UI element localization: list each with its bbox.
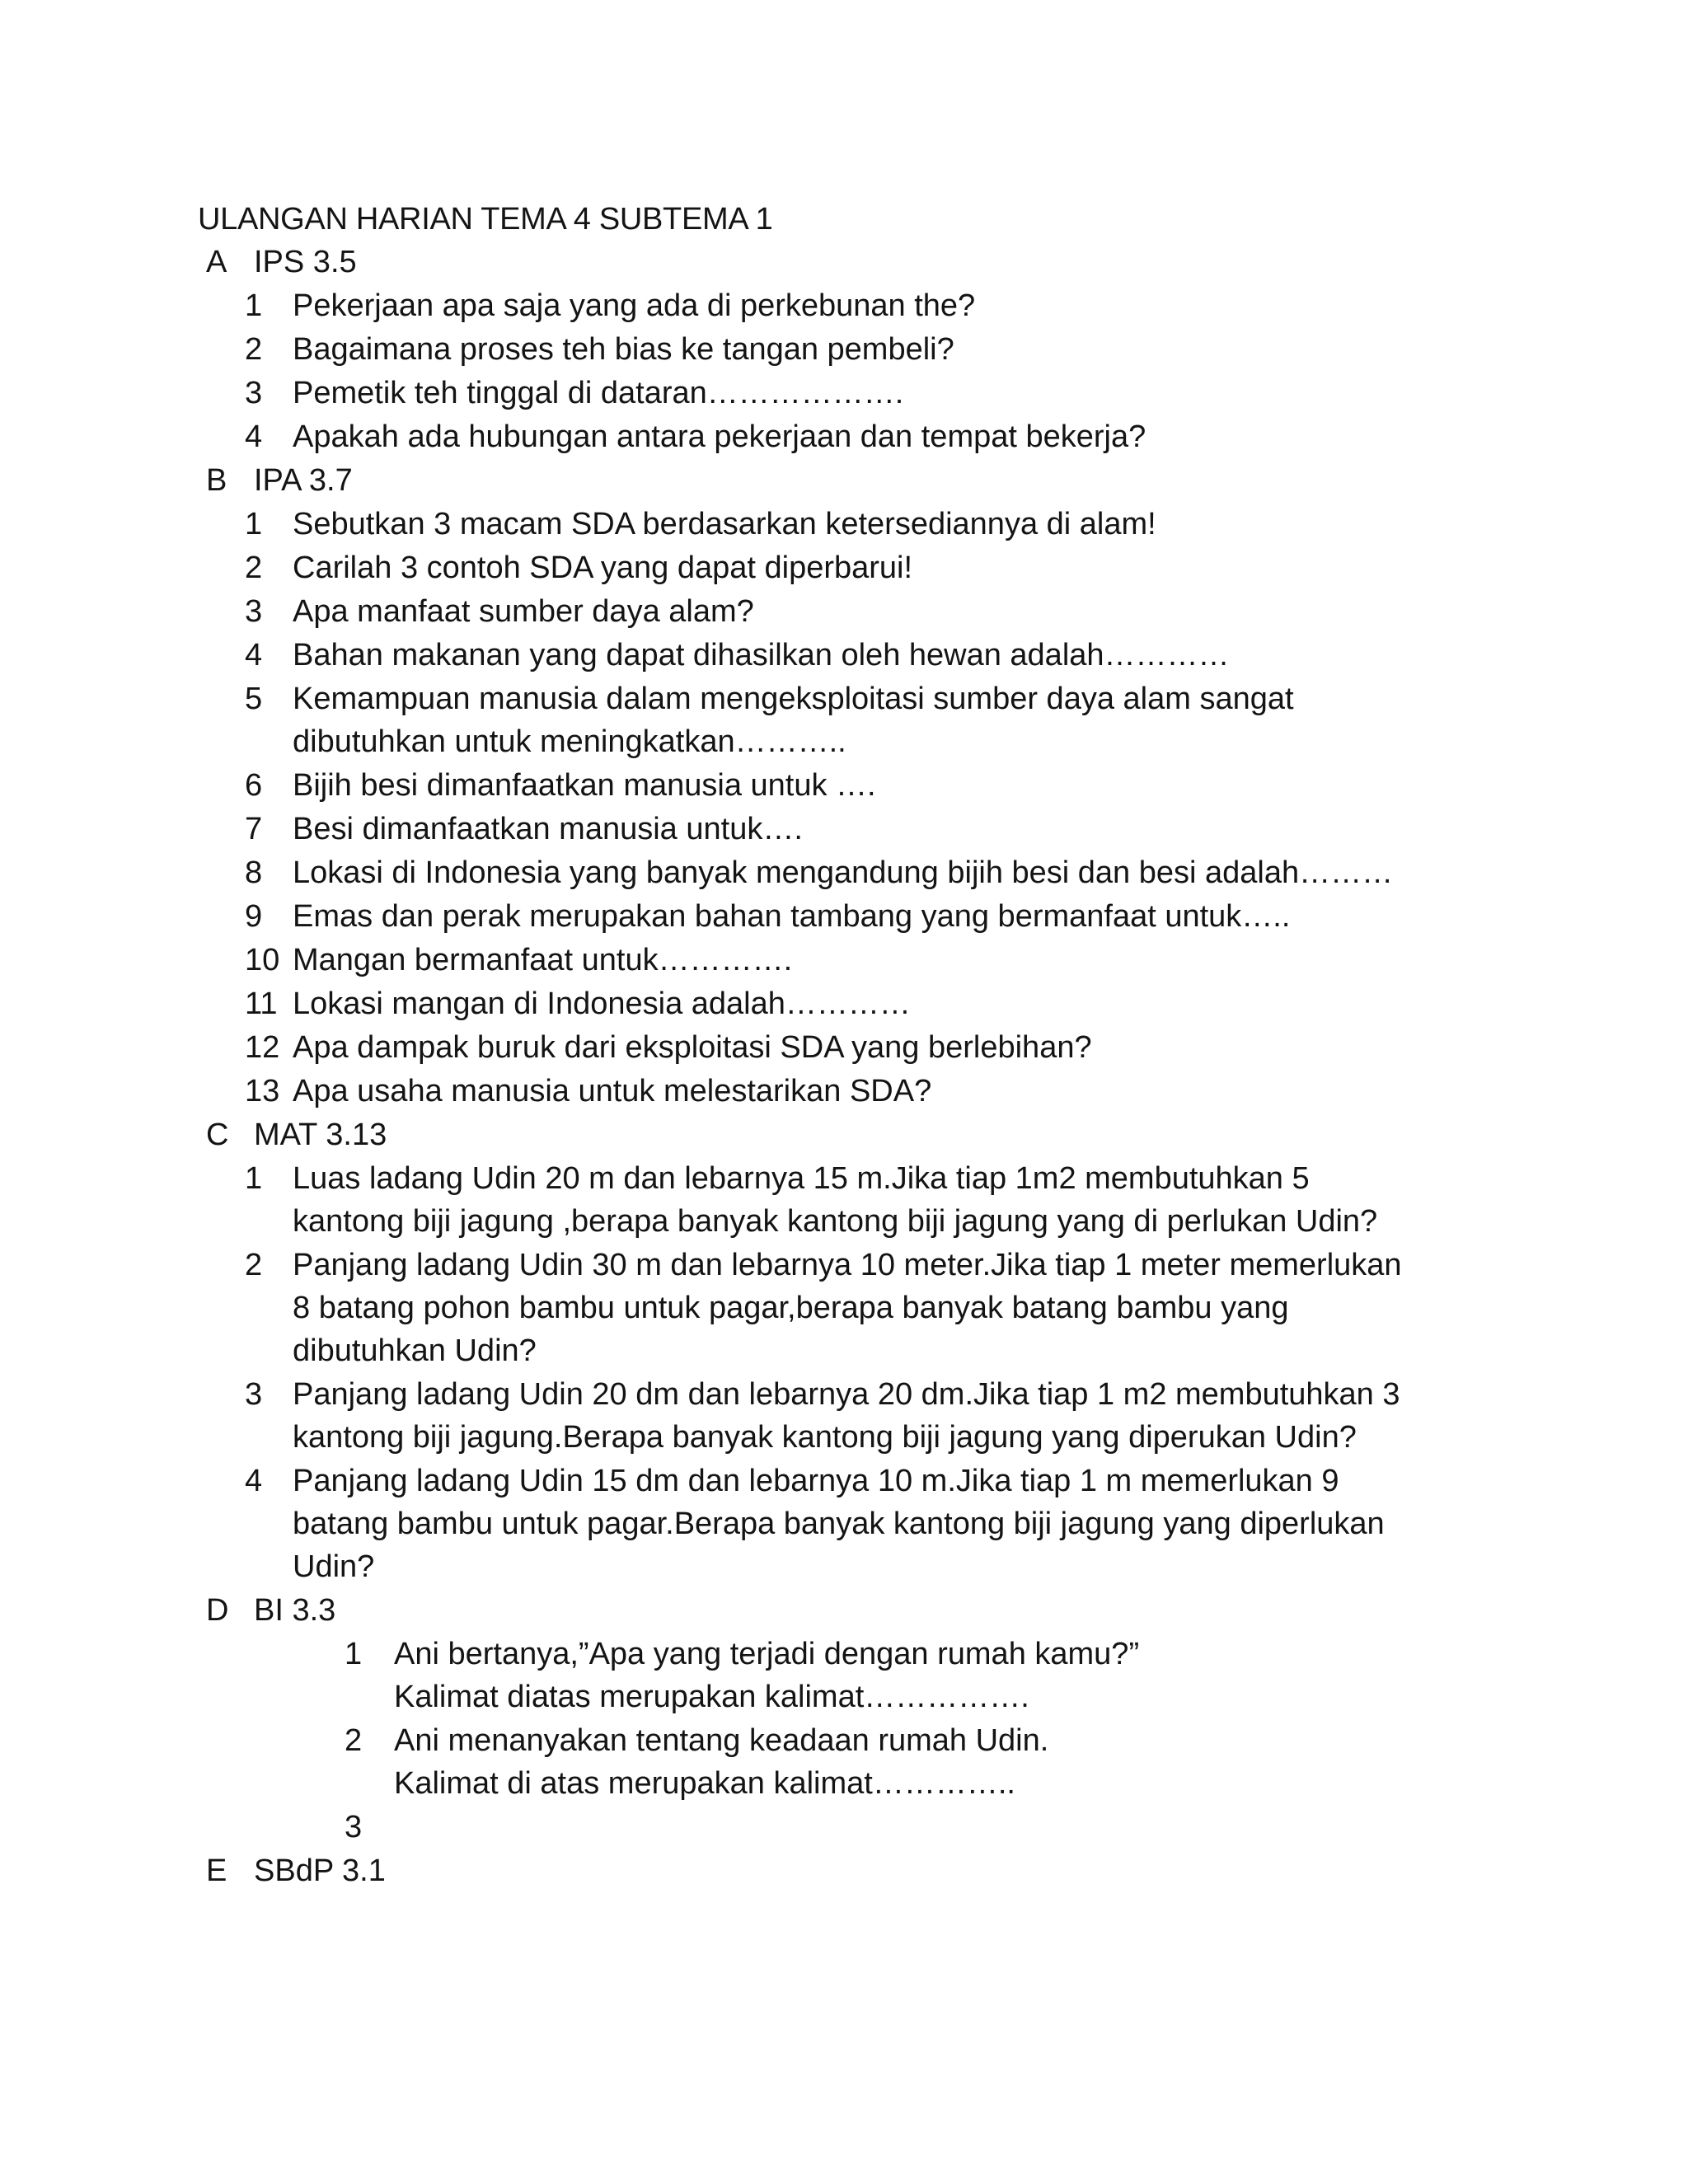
- question-number: 6: [245, 768, 263, 803]
- question-number: 1: [345, 1637, 363, 1671]
- question-text: [293, 1026, 1438, 1069]
- question-text: [293, 1244, 1438, 1372]
- section-heading: [198, 241, 1517, 284]
- question-text: [293, 677, 1438, 763]
- question-line: Panjang ladang Udin 30 m dan lebarnya 10 meter.Jika tiap 1 meter memerlukan: [293, 1248, 1402, 1282]
- question-text: [293, 895, 1438, 938]
- question-number: 2: [245, 1248, 263, 1282]
- question-line: Apakah ada hubungan antara pekerjaan dan tempat bekerja?: [293, 419, 1146, 454]
- question-item: [198, 1806, 1517, 1849]
- section-heading: [198, 1113, 1517, 1157]
- question-text: [293, 415, 1438, 458]
- question-item: [198, 764, 1517, 807]
- question-line: Bijih besi dimanfaatkan manusia untuk ….: [293, 768, 876, 803]
- question-item: [198, 982, 1517, 1025]
- question-item: [198, 1719, 1517, 1805]
- question-number: 4: [245, 419, 263, 454]
- question-text: [293, 546, 1438, 589]
- question-line: Pekerjaan apa saja yang ada di perkebunan the?: [293, 288, 976, 323]
- section-letter: B: [206, 463, 227, 498]
- document-page: [198, 198, 1517, 1893]
- question-item: [198, 503, 1517, 546]
- question-text: [293, 808, 1438, 851]
- question-number: 9: [245, 899, 263, 934]
- question-line: Kalimat diatas merupakan kalimat…………….: [394, 1680, 1029, 1714]
- question-item: [198, 284, 1517, 327]
- question-text: [394, 1633, 1517, 1718]
- question-number: 10: [245, 943, 280, 977]
- question-text: [293, 284, 1438, 327]
- question-line: 8 batang pohon bambu untuk pagar,berapa banyak batang bambu yang: [293, 1291, 1289, 1325]
- question-item: [198, 372, 1517, 415]
- question-line: Panjang ladang Udin 15 dm dan lebarnya 10 m.Jika tiap 1 m memerlukan 9: [293, 1464, 1339, 1498]
- question-number: 3: [245, 1377, 263, 1412]
- section-a: [198, 241, 1517, 458]
- question-number: 3: [345, 1810, 363, 1844]
- question-number: 2: [345, 1723, 363, 1758]
- question-line: Kemampuan manusia dalam mengeksploitasi sumber daya alam sangat: [293, 682, 1294, 716]
- section-heading: [198, 1849, 1517, 1893]
- section-letter: E: [206, 1854, 227, 1888]
- question-line: kantong biji jagung.Berapa banyak kantong biji jagung yang diperukan Udin?: [293, 1420, 1357, 1455]
- question-line: Lokasi di Indonesia yang banyak mengandung bijih besi dan besi adalah………: [293, 855, 1394, 890]
- section-d: [198, 1589, 1517, 1849]
- question-line: dibutuhkan untuk meningkatkan………..: [293, 724, 846, 759]
- question-item: [198, 590, 1517, 633]
- question-line: Apa dampak buruk dari eksploitasi SDA yang berlebihan?: [293, 1030, 1092, 1065]
- section-title: BI 3.3: [254, 1593, 336, 1628]
- question-line: Carilah 3 contoh SDA yang dapat diperbarui!: [293, 551, 913, 585]
- question-item: [198, 634, 1517, 677]
- question-text: [293, 1157, 1438, 1243]
- question-item: [198, 415, 1517, 458]
- question-number: 3: [245, 594, 263, 629]
- section-title: IPA 3.7: [254, 463, 353, 498]
- question-line: Ani bertanya,”Apa yang terjadi dengan rumah kamu?”: [394, 1637, 1140, 1671]
- question-line: Apa manfaat sumber daya alam?: [293, 594, 754, 629]
- section-b: [198, 459, 1517, 1113]
- section-title: MAT 3.13: [254, 1118, 387, 1152]
- question-line: Sebutkan 3 macam SDA berdasarkan ketersediannya di alam!: [293, 507, 1156, 541]
- question-item: [198, 1070, 1517, 1113]
- section-title: SBdP 3.1: [254, 1854, 386, 1888]
- question-number: 2: [245, 332, 263, 367]
- document-title: ULANGAN HARIAN TEMA 4 SUBTEMA 1: [198, 202, 773, 237]
- question-line: Apa usaha manusia untuk melestarikan SDA?: [293, 1074, 932, 1108]
- question-line: Luas ladang Udin 20 m dan lebarnya 15 m.Jika tiap 1m2 membutuhkan 5: [293, 1161, 1310, 1196]
- question-text: [293, 328, 1438, 371]
- question-line: dibutuhkan Udin?: [293, 1333, 537, 1368]
- question-text: [293, 590, 1438, 633]
- question-number: 4: [245, 1464, 263, 1498]
- question-text: [293, 851, 1438, 894]
- question-item: [198, 939, 1517, 982]
- question-number: 5: [245, 682, 263, 716]
- question-line: Lokasi mangan di Indonesia adalah…………: [293, 987, 911, 1021]
- question-line: Pemetik teh tinggal di dataran……………….: [293, 376, 904, 410]
- question-line: Bahan makanan yang dapat dihasilkan oleh hewan adalah…………: [293, 638, 1230, 673]
- question-text: [293, 503, 1438, 546]
- question-line: Bagaimana proses teh bias ke tangan pembeli?: [293, 332, 954, 367]
- section-title: IPS 3.5: [254, 245, 357, 279]
- question-line: Emas dan perak merupakan bahan tambang yang bermanfaat untuk…..: [293, 899, 1291, 934]
- question-item: [198, 677, 1517, 763]
- question-item: [198, 895, 1517, 938]
- section-heading: [198, 459, 1517, 503]
- question-item: [198, 851, 1517, 894]
- section-letter: D: [206, 1593, 229, 1628]
- section-letter: A: [206, 245, 227, 279]
- question-number: 11: [245, 987, 278, 1021]
- section-c: [198, 1113, 1517, 1588]
- question-item: [198, 546, 1517, 589]
- question-item: [198, 1026, 1517, 1069]
- question-number: 1: [245, 288, 263, 323]
- question-text: [293, 372, 1438, 415]
- section-e: [198, 1849, 1517, 1893]
- question-number: 3: [245, 376, 263, 410]
- question-text: [394, 1806, 1517, 1849]
- question-number: 1: [245, 507, 263, 541]
- question-line: kantong biji jagung ,berapa banyak kantong biji jagung yang di perlukan Udin?: [293, 1204, 1378, 1239]
- question-number: 12: [245, 1030, 280, 1065]
- section-heading: [198, 1589, 1517, 1633]
- question-item: [198, 1373, 1517, 1459]
- question-text: [293, 1460, 1438, 1588]
- question-text: [293, 1373, 1438, 1459]
- question-line: Ani menanyakan tentang keadaan rumah Udin.: [394, 1723, 1049, 1758]
- question-line: batang bambu untuk pagar.Berapa banyak kantong biji jagung yang diperlukan: [293, 1507, 1385, 1541]
- question-item: [198, 328, 1517, 371]
- question-line: Udin?: [293, 1549, 375, 1584]
- question-number: 2: [245, 551, 263, 585]
- question-text: [293, 939, 1438, 982]
- question-number: 8: [245, 855, 263, 890]
- question-item: [198, 808, 1517, 851]
- question-line: Mangan bermanfaat untuk………….: [293, 943, 793, 977]
- question-item: [198, 1460, 1517, 1588]
- section-letter: C: [206, 1118, 229, 1152]
- question-number: 7: [245, 812, 263, 846]
- question-item: [198, 1633, 1517, 1718]
- question-item: [198, 1244, 1517, 1372]
- question-line: Kalimat di atas merupakan kalimat…………..: [394, 1766, 1015, 1801]
- question-number: 4: [245, 638, 263, 673]
- question-text: [293, 1070, 1438, 1113]
- question-line: Besi dimanfaatkan manusia untuk….: [293, 812, 803, 846]
- question-text: [293, 634, 1438, 677]
- question-number: 1: [245, 1161, 263, 1196]
- question-text: [293, 764, 1438, 807]
- question-number: 13: [245, 1074, 280, 1108]
- question-text: [293, 982, 1438, 1025]
- question-item: [198, 1157, 1517, 1243]
- question-line: Panjang ladang Udin 20 dm dan lebarnya 20 dm.Jika tiap 1 m2 membutuhkan 3: [293, 1377, 1400, 1412]
- question-text: [394, 1719, 1517, 1805]
